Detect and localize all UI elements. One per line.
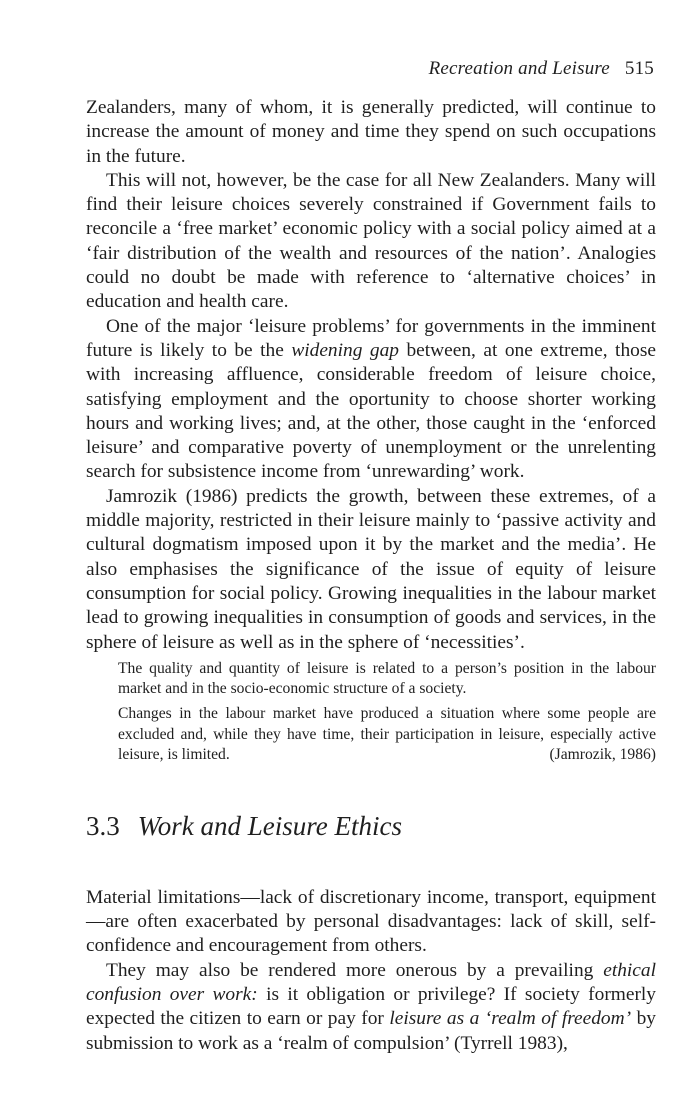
paragraph-text: One of the major ‘leisure problems’ for governments in the imminent future is likely to be the bbox=[86, 315, 656, 361]
running-head bbox=[429, 58, 654, 80]
emphasis-text: widening gap bbox=[291, 339, 399, 361]
section-heading bbox=[86, 810, 656, 842]
paragraph-continued: Zealanders, many of whom, it is generally predicted, will continue to increase the amount of money and time they spend on such occupations in the future. bbox=[86, 97, 656, 167]
section-title: Work and Leisure Ethics bbox=[137, 810, 402, 841]
body-text bbox=[86, 96, 656, 1056]
paragraph: Jamrozik (1986) predicts the growth, between these extremes, of a middle majority, restricted in their leisure mainly to ‘passive activity and cultural dogmatism imposed upon it by the market and the media’. He also emphasises the significance of the issue of equity of leisure consumption for social policy. Growing inequalities in the labour market lead to growing inequalities in consumption of goods and services, in the sphere of leisure as well as in the sphere of ‘necessities’. bbox=[86, 485, 656, 653]
quote-paragraph: The quality and quantity of leisure is related to a person’s position in the labour market and in the socio-economic structure of a society. bbox=[118, 659, 656, 698]
paragraph: Material limitations—lack of discretionary income, transport, equipment—are often exacerbated by personal disadvantages: lack of skill, self-confidence and encouragement from others. bbox=[86, 886, 656, 957]
paragraph-text: is it obligation or privilege? If society formerly expected the citizen to earn or pay for bbox=[86, 983, 657, 1030]
paragraph-text: by submission to work as a ‘realm of compulsion’ (Tyrrell 1983), bbox=[86, 1008, 656, 1054]
emphasis-text: ethical confusion over work: bbox=[86, 959, 656, 1005]
quote-paragraph bbox=[118, 704, 656, 766]
running-head-title: Recreation and Leisure bbox=[428, 58, 610, 79]
page-number: 515 bbox=[624, 58, 654, 79]
paragraph-text: between, at one extreme, those with increasing affluence, considerable freedom of leisure choice, satisfying employment and the oportunity to choose shorter working hours and working lives; and, at the other, those caught in the ‘enforced leisure’ and comparative poverty of unemployment or the unrelenting search for subsistence income from ‘unrewarding’ work. bbox=[86, 339, 656, 483]
paragraph bbox=[86, 959, 656, 1056]
section-number: 3.3 bbox=[86, 810, 120, 841]
quote-text: Changes in the labour market have produced a situation where some people are excluded and, while they have time, their participation in leisure, especially active leisure, is limited. bbox=[118, 705, 656, 764]
paragraph: This will not, however, be the case for all New Zealanders. Many will find their leisure choices severely constrained if Government fails to reconcile a ‘free market’ economic policy with a social policy aimed at a ‘fair distribution of the wealth and resources of the nation’. Analogies could no doubt be made with reference to ‘alternative choices’ in education and health care. bbox=[86, 169, 656, 313]
paragraph bbox=[86, 315, 656, 485]
paragraph-text: They may also be rendered more onerous by a prevailing bbox=[106, 959, 604, 981]
emphasis-text: leisure as a ‘realm of freedom’ bbox=[389, 1008, 632, 1030]
block-quote bbox=[118, 659, 656, 766]
quote-citation: (Jamrozik, 1986) bbox=[549, 746, 656, 764]
